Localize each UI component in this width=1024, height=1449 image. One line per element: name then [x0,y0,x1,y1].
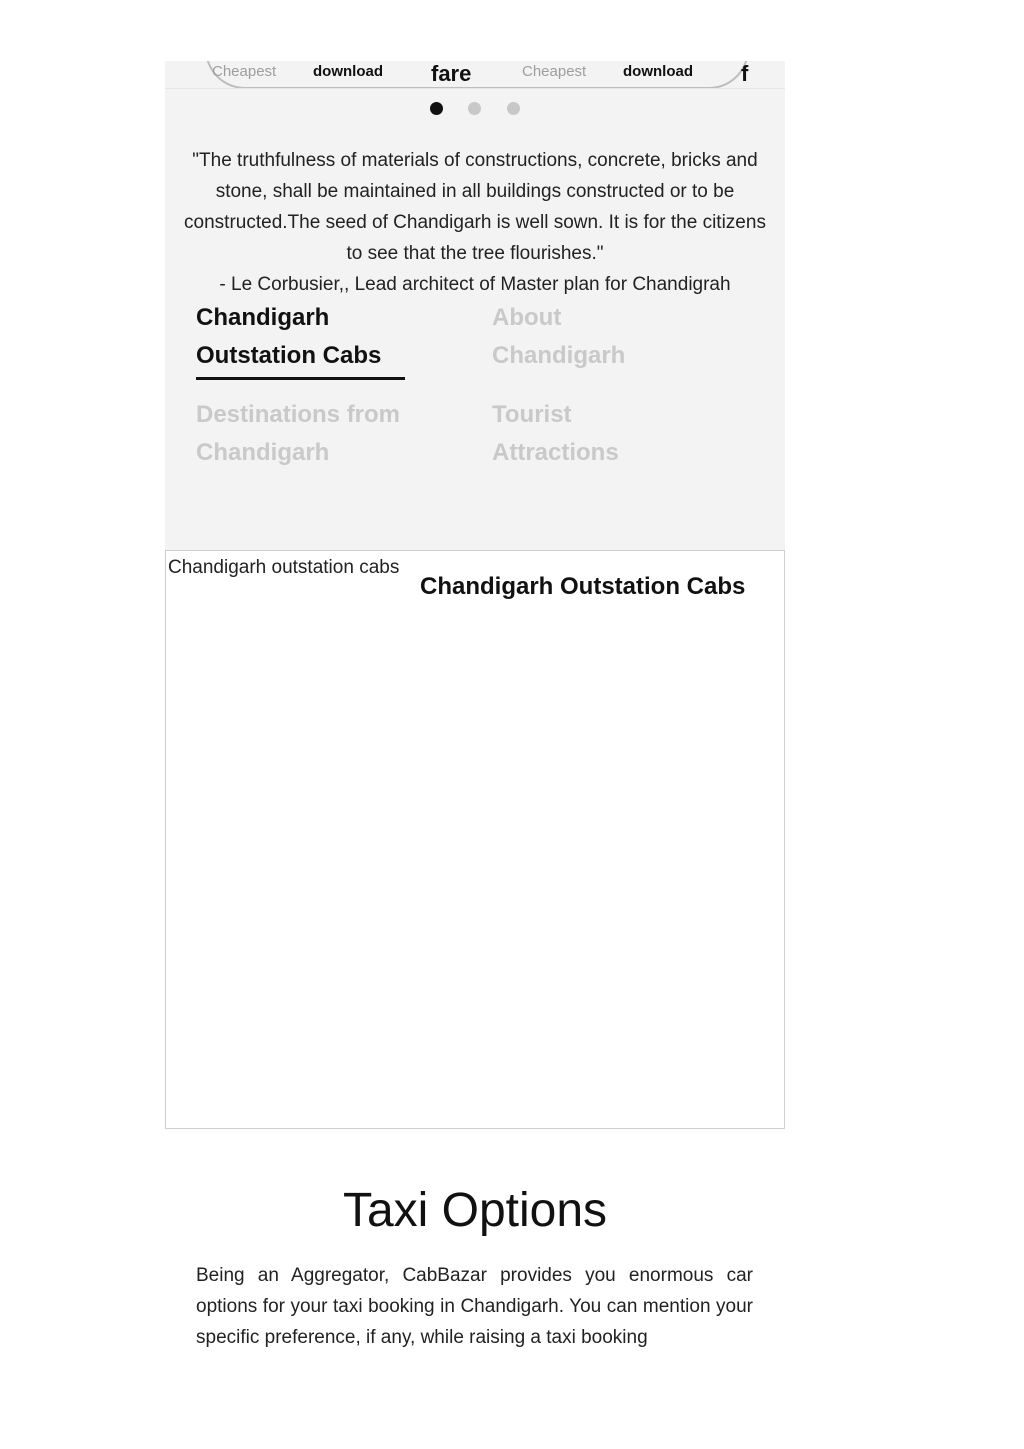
pagination-dot-2[interactable] [468,102,481,115]
tab-label-line: Attractions [492,439,619,466]
quote-author: - Le Corbusier,, Lead architect of Master plan for Chandigrah [219,274,731,295]
pagination-dot-1[interactable] [430,102,443,115]
pagination-dot-3[interactable] [507,102,520,115]
active-tab-underline [196,377,405,380]
tab-label-line: Outstation Cabs [196,342,382,369]
tab-label-line: About [492,304,562,331]
cabs-image-alt-text: Chandigarh outstation cabs [168,557,400,578]
info-panel [165,61,785,551]
taxi-options-text: Being an Aggregator, CabBazar provides you enormous car options for your taxi booking in Chandigarh. You can mention your specific preference, if any, while raising a taxi booking [196,1265,753,1348]
tab-label-line: Tourist [492,401,572,428]
tab-label-line: Destinations from [196,401,401,428]
taxi-options-heading: Taxi Options [342,1184,608,1237]
slider-item[interactable]: download [623,63,693,80]
slider-item[interactable]: fare [431,61,472,86]
slider-item[interactable]: Cheapest [522,63,587,80]
slider-item[interactable]: Cheapest [212,63,277,80]
quote-text: "The truthfulness of materials of constructions, concrete, bricks and stone, shall be maintained in all buildings constructed or to be constructed.The seed of Chandigarh is well sown. It is for the citizens to see that the tree flourishes." [184,150,766,264]
offer-slider[interactable] [165,61,785,89]
tab-label-line: Chandigarh [196,304,330,331]
tab-chandigarh-outstation-cabs[interactable] [196,299,426,375]
tab-label-line: Chandigarh [196,439,330,466]
slider-pagination [165,102,785,118]
tab-tourist-attractions[interactable] [492,396,722,472]
quote-block [177,145,773,300]
tab-label-line: Chandigarh [492,342,626,369]
cabs-heading: Chandigarh Outstation Cabs [420,573,746,600]
tab-about-chandigarh[interactable] [492,299,722,375]
cabs-content-frame [165,550,785,1129]
slider-item[interactable]: f [741,61,749,86]
slider-item[interactable]: download [313,63,383,80]
tab-destinations-from-chandigarh[interactable] [196,396,426,472]
